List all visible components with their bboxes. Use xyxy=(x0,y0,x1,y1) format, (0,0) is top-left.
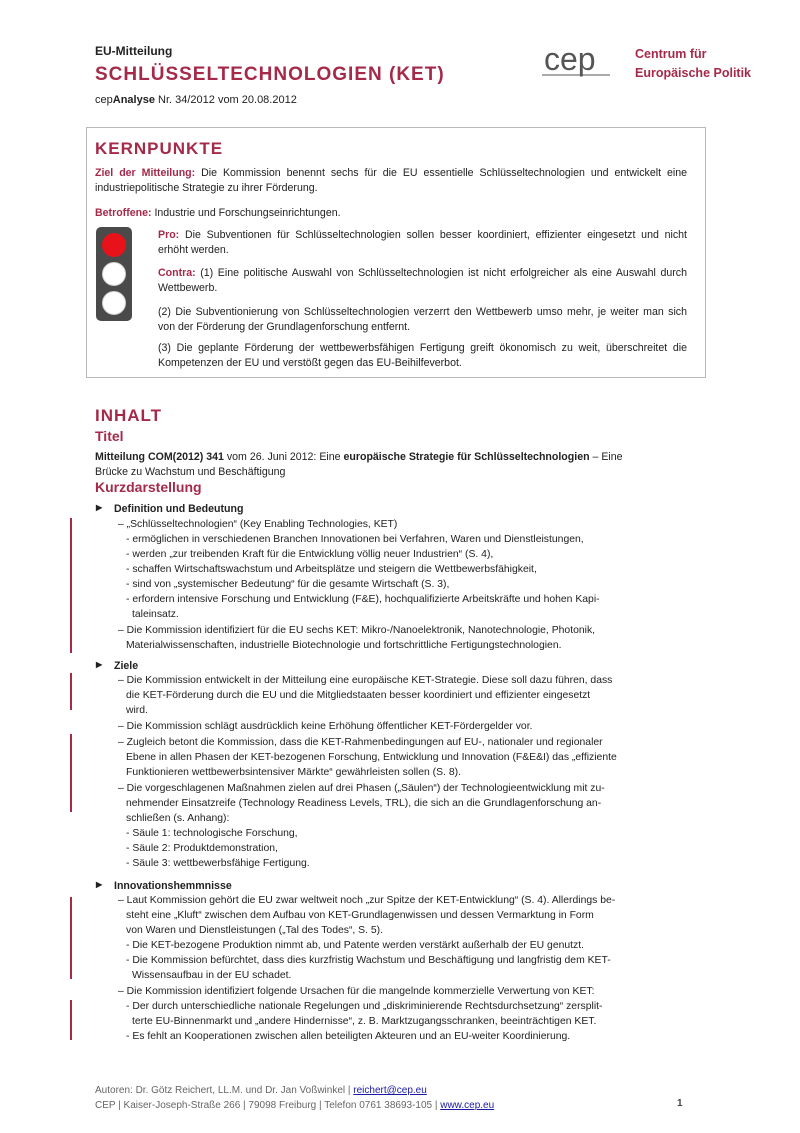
titel-text-1: vom 26. Juni 2012: Eine xyxy=(223,451,344,463)
page-number: 1 xyxy=(677,1098,683,1109)
text-line: – Laut Kommission gehört die EU zwar weltweit noch „zur Spitze der KET-Entwicklung“ (S. 4). Allerdings be- xyxy=(118,895,616,906)
triangle-bullet-icon: ▶ xyxy=(96,660,103,669)
text-line: die KET-Förderung durch die EU und die Mitgliedstaaten besser koordiniert und effizienter eingesetzt xyxy=(126,690,591,701)
contra-point-3: (3) Die geplante Förderung der wettbewerbsfähigen Fertigung greift ökonomisch zu weit, überschreitet die Kompetenzen der EU und verstößt gegen das EU-Beihilfeverbot. xyxy=(158,342,687,369)
text-line: Wissensaufbau in der EU schadet. xyxy=(132,970,292,981)
analyse-word: Analyse xyxy=(112,94,155,106)
pro-paragraph xyxy=(158,228,687,257)
text-line: Funktionieren wettbewerbsintensiver Märkte“ gewährleisten sollen (S. 8). xyxy=(126,767,461,778)
contra-text: (1) Eine politische Auswahl von Schlüsseltechnologien ist nicht erfolgreicher als eine Auswahl durch Wettbewerb. xyxy=(158,267,687,294)
text-line: Materialwissenschaften, industrielle Biotechnologie und fortschrittliche Fertigungstechnologien. xyxy=(126,640,562,651)
section-title: Innovationshemmnisse xyxy=(114,880,232,892)
text-line: - ermöglichen in verschiedenen Branchen Innovationen bei Verfahren, Waren und Dienstleistungen, xyxy=(126,534,584,545)
traffic-light-yellow-icon xyxy=(102,262,126,286)
footer-authors-line xyxy=(95,1083,494,1098)
inhalt-heading: INHALT xyxy=(95,406,163,425)
section-title: Ziele xyxy=(114,660,139,672)
footer xyxy=(95,1083,494,1113)
text-line: – Die Kommission identifiziert folgende Ursachen für die mangelnde kommerzielle Verwertung von KET: xyxy=(118,986,595,997)
margin-marker xyxy=(70,897,72,979)
ziel-text: Die Kommission benennt sechs für die EU essentielle Schlüsseltechnologien und entwickelt eine industriepolitische Strategie zu ihrer Förderung. xyxy=(95,167,687,194)
footer-website-link[interactable]: www.cep.eu xyxy=(440,1100,495,1111)
contra-label: Contra: xyxy=(158,267,196,279)
text-line: – Die Kommission schlägt ausdrücklich keine Erhöhung öffentlicher KET-Fördergelder vor. xyxy=(118,721,533,732)
margin-marker xyxy=(70,1000,72,1040)
footer-authors: Autoren: Dr. Götz Reichert, LL.M. und Dr. Jan Voßwinkel | xyxy=(95,1085,354,1096)
text-line: - Säule 2: Produktdemonstration, xyxy=(126,843,278,854)
text-line: taleinsatz. xyxy=(132,609,179,620)
traffic-light-red-icon xyxy=(102,233,126,257)
logo-text: cep xyxy=(544,42,596,77)
text-line: nehmender Einsatzreife (Technology Readiness Levels, TRL), die sich an die Grundlagenforschung an- xyxy=(126,798,602,809)
text-line: - Säule 3: wettbewerbsfähige Fertigung. xyxy=(126,858,310,869)
margin-marker xyxy=(70,673,72,710)
text-line: – Die Kommission identifiziert für die EU sechs KET: Mikro-/Nanoelektronik, Nanotechnologie, Photonik, xyxy=(118,625,596,636)
text-line: – „Schlüsseltechnologien“ (Key Enabling Technologies, KET) xyxy=(118,519,398,530)
contra-point-2: (2) Die Subventionierung von Schlüsseltechnologien verzerrt den Wettbewerb umso mehr, je weiter man sich von der Förderung der Grundlagenforschung entfernt. xyxy=(158,306,687,333)
titel-line-2: Brücke zu Wachstum und Beschäftigung xyxy=(95,465,286,478)
pro-text: Die Subventionen für Schlüsseltechnologien sollen besser koordiniert, effizienter eingesetzt und nicht erhöht werden. xyxy=(158,229,687,256)
margin-marker xyxy=(70,734,72,812)
triangle-bullet-icon: ▶ xyxy=(96,880,103,889)
text-line: - erfordern intensive Forschung und Entwicklung (F&E), hochqualifizierte Arbeitskräfte und hohen Kapi- xyxy=(126,594,600,605)
betroffene-label: Betroffene: xyxy=(95,207,152,219)
titel-paragraph xyxy=(95,450,687,479)
text-line: steht eine „Kluft“ zwischen dem Aufbau von KET-Grundlagenwissen und dessen Vermarktung in Form xyxy=(126,910,594,921)
document-kicker: EU-Mitteilung xyxy=(95,44,173,58)
analyse-prefix: cep xyxy=(95,94,113,106)
text-line: Ebene in allen Phasen der KET-bezogenen Forschung, Entwicklung und Innovation (F&E&I) das „effiziente xyxy=(126,752,617,763)
ziel-paragraph xyxy=(95,166,687,195)
text-line: wird. xyxy=(126,705,148,716)
footer-email-link[interactable]: reichert@cep.eu xyxy=(353,1085,427,1096)
betroffene-text: Industrie und Forschungseinrichtungen. xyxy=(151,207,341,219)
organisation-name xyxy=(635,45,751,83)
text-line: – Die vorgeschlagenen Maßnahmen zielen auf drei Phasen („Säulen“) der Technologieentwicklung mit zu- xyxy=(118,783,605,794)
text-line: - Der durch unterschiedliche nationale Regelungen und „diskriminierende Rechtsdurchsetzung“ zersplit- xyxy=(126,1001,603,1012)
org-line-2: Europäische Politik xyxy=(635,66,752,80)
titel-heading: Titel xyxy=(95,428,124,444)
text-line: – Die Kommission entwickelt in der Mitteilung eine europäische KET-Strategie. Diese soll dazu führen, dass xyxy=(118,675,613,686)
footer-address-line xyxy=(95,1098,494,1113)
section-heading-definition xyxy=(96,503,244,515)
ziel-label: Ziel der Mitteilung: xyxy=(95,167,196,179)
margin-marker xyxy=(70,518,72,653)
traffic-light-icon xyxy=(96,227,132,321)
contra-paragraph xyxy=(158,266,687,295)
analysis-number xyxy=(95,94,297,106)
pro-label: Pro: xyxy=(158,229,180,241)
section-heading-ziele xyxy=(96,660,139,672)
document-title: SCHLÜSSELTECHNOLOGIEN (KET) xyxy=(95,64,445,85)
betroffene-paragraph xyxy=(95,206,687,221)
analyse-rest: Nr. 34/2012 vom 20.08.2012 xyxy=(154,94,297,106)
section-heading-innovationshemmnisse xyxy=(96,880,232,892)
traffic-light-green-icon xyxy=(102,291,126,315)
text-line: terte EU-Binnenmarkt und „andere Hindernisse“, z. B. Marktzugangsschranken, beeinträchtigen KET. xyxy=(132,1016,597,1027)
text-line: - schaffen Wirtschaftswachstum und Arbeitsplätze und steigern die Wettbewerbsfähigkeit, xyxy=(126,564,537,575)
text-line: - Die Kommission befürchtet, dass dies kurzfristig Wachstum und Beschäftigung und langfristig dem KET- xyxy=(126,955,611,966)
text-line: – Zugleich betont die Kommission, dass die KET-Rahmenbedingungen auf EU-, nationaler und regionaler xyxy=(118,737,603,748)
text-line: - werden „zur treibenden Kraft für die Entwicklung völlig neuer Industrien“ (S. 4), xyxy=(126,549,494,560)
cep-logo xyxy=(540,42,630,86)
kurzdarstellung-heading: Kurzdarstellung xyxy=(95,479,202,495)
org-line-1: Centrum für xyxy=(635,47,707,61)
footer-address: CEP | Kaiser-Joseph-Straße 266 | 79098 Freiburg | Telefon 0761 38693-105 | xyxy=(95,1100,441,1111)
kernpunkte-title: KERNPUNKTE xyxy=(95,139,224,158)
titel-bold-2: europäische Strategie für Schlüsseltechnologien xyxy=(343,451,590,463)
text-line: - sind von „systemischer Bedeutung“ für die gesamte Wirtschaft (S. 3), xyxy=(126,579,450,590)
triangle-bullet-icon: ▶ xyxy=(96,503,103,512)
text-line: - Es fehlt an Kooperationen zwischen allen beteiligten Akteuren und an EU-weiter Koordinierung. xyxy=(126,1031,571,1042)
section-title: Definition und Bedeutung xyxy=(114,503,244,515)
text-line: schließen (s. Anhang): xyxy=(126,813,230,824)
text-line: - Säule 1: technologische Forschung, xyxy=(126,828,298,839)
titel-text-2: – Eine xyxy=(589,451,623,463)
text-line: - Die KET-bezogene Produktion nimmt ab, und Patente werden verstärkt außerhalb der EU genutzt. xyxy=(126,940,585,951)
text-line: von Waren und Dienstleistungen („Tal des Todes“, S. 5). xyxy=(126,925,384,936)
titel-bold-1: Mitteilung COM(2012) 341 xyxy=(95,451,224,463)
